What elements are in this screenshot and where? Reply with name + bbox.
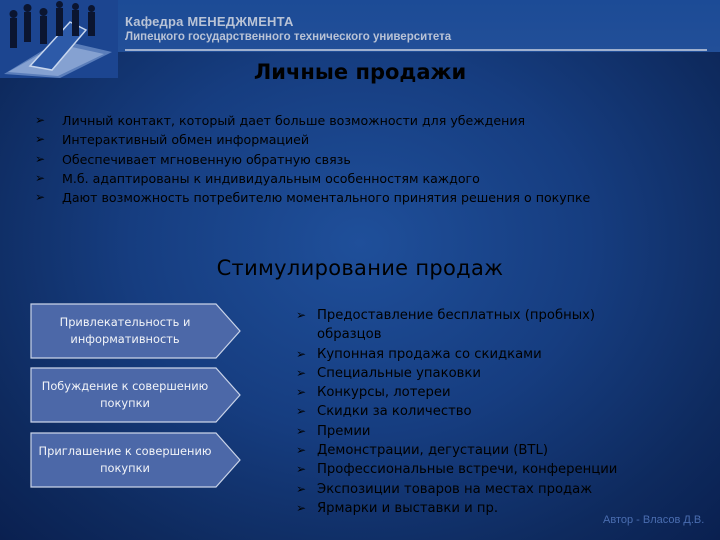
list-item-text: М.б. адаптированы к индивидуальным особенностям каждого: [62, 170, 480, 186]
department-title: Кафедра МЕНЕДЖМЕНТА: [125, 14, 294, 29]
list-item: [296, 345, 656, 364]
arrowhead-bullet-icon: ➢: [296, 404, 307, 419]
list-item: [35, 130, 590, 149]
list-item-text: Скидки за количество: [317, 404, 472, 420]
list-item: [35, 188, 590, 207]
arrowhead-bullet-icon: ➢: [35, 190, 46, 205]
process-step-label: Приглашение к совершению покупки: [38, 444, 212, 475]
list-item-text: Купонная продажа со скидками: [317, 346, 542, 362]
process-step-label: Побуждение к совершению покупки: [41, 379, 209, 410]
list-item: [35, 150, 590, 169]
list-item-text: Ярмарки и выставки и пр.: [317, 500, 499, 516]
list-item: [35, 111, 590, 130]
list-item: [296, 383, 656, 402]
list-item: [296, 460, 656, 479]
author-credit: Автор - Власов Д.В.: [603, 514, 705, 526]
list-item-text: Личный контакт, который дает больше возможности для убеждения: [62, 113, 526, 128]
arrowhead-bullet-icon: ➢: [35, 113, 46, 127]
list-item: [296, 402, 656, 421]
arrowhead-bullet-icon: ➢: [296, 443, 307, 458]
process-step-invitation: [30, 432, 241, 488]
list-item: [296, 499, 656, 518]
list-item-text: Премии: [317, 423, 371, 439]
list-item: [296, 480, 656, 499]
arrowhead-bullet-icon: ➢: [296, 500, 307, 515]
list-item-text: Конкурсы, лотереи: [317, 385, 451, 401]
list-item-text: Профессиональные встречи, конференции: [317, 462, 618, 478]
arrowhead-bullet-icon: ➢: [296, 365, 307, 380]
department-subtitle: Липецкого государственного технического университета: [125, 31, 452, 43]
section-title-personal-selling: Личные продажи: [253, 60, 467, 84]
list-item-text: Интерактивный обмен информацией: [62, 132, 310, 148]
arrowhead-bullet-icon: ➢: [296, 462, 307, 477]
list-item-text: Специальные упаковки: [317, 365, 481, 381]
process-step-incentive: [30, 367, 241, 423]
arrowhead-bullet-icon: ➢: [35, 151, 46, 166]
list-item: [296, 306, 656, 345]
arrowhead-bullet-icon: ➢: [296, 308, 307, 322]
arrowhead-bullet-icon: ➢: [296, 385, 307, 400]
list-item-text: Дают возможность потребителю моментального принятия решения о покупке: [62, 190, 591, 206]
list-item-text: Экспозиции товаров на местах продаж: [317, 481, 593, 497]
list-item-text: Обеспечивает мгновенную обратную связь: [62, 151, 351, 167]
process-step-attractiveness: [30, 303, 241, 359]
arrowhead-bullet-icon: ➢: [35, 132, 46, 147]
arrowhead-bullet-icon: ➢: [296, 481, 307, 496]
header-divider: [125, 49, 707, 51]
sales-promotion-list: [296, 306, 656, 518]
list-item: [296, 364, 656, 383]
list-item: [296, 422, 656, 441]
list-item-text: Предоставление бесплатных (пробных) образцов: [317, 308, 596, 343]
process-step-label: Привлекательность и информативность: [59, 315, 191, 346]
arrowhead-bullet-icon: ➢: [296, 423, 307, 438]
list-item: [35, 169, 590, 188]
list-item: [296, 441, 656, 460]
personal-selling-list: [35, 111, 590, 207]
section-title-sales-promotion: Стимулирование продаж: [216, 256, 504, 280]
arrowhead-bullet-icon: ➢: [35, 170, 46, 185]
list-item-text: Демонстрации, дегустации (BTL): [317, 443, 548, 459]
arrowhead-bullet-icon: ➢: [296, 346, 307, 361]
